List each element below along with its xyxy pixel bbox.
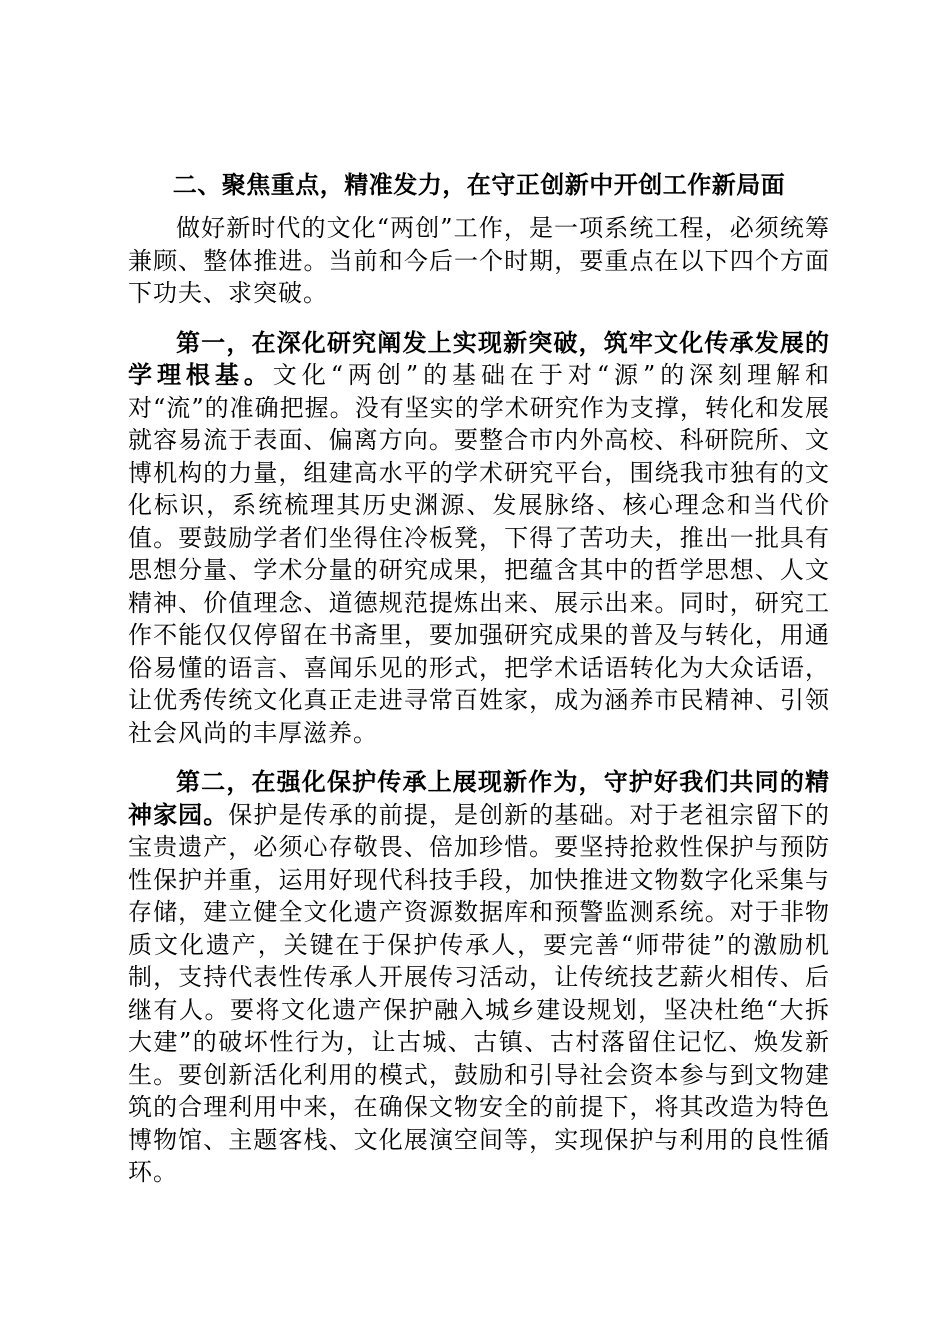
paragraph-second-lead: 第二，在强化保护传承上展现新作为，守护好我们共同的精神家园。 <box>128 767 830 829</box>
paragraph-second <box>128 766 830 1189</box>
intro-paragraph: 做好新时代的文化“两创”工作，是一项系统工程，必须统筹兼顾、整体推进。当前和今后一个时期，要重点在以下四个方面下功夫、求突破。 <box>128 214 830 307</box>
paragraph-first-lead: 第一，在深化研究阐发上实现新突破，筑牢文化传承发展的学理根基。 <box>128 327 830 389</box>
paragraph-first-body: 文化“两创”的基础在于对“源”的深刻理解和对“流”的准确把握。没有坚实的学术研究作为支撑，转化和发展就容易流于表面、偏离方向。要整合市内外高校、科研院所、文博机构的力量，组建高水平的学术研究平台，围绕我市独有的文化标识，系统梳理其历史渊源、发展脉络、核心理念和当代价值。要鼓励学者们坐得住冷板凳，下得了苦功夫，推出一批具有思想分量、学术分量的研究成果，把蕴含其中的哲学思想、人文精神、价值理念、道德规范提炼出来、展示出来。同时，研究工作不能仅仅停留在书斋里，要加强研究成果的普及与转化，用通俗易懂的语言、喜闻乐见的形式，把学术话语转化为大众话语，让优秀传统文化真正走进寻常百姓家，成为涵养市民精神、引领社会风尚的丰厚滋养。 <box>128 361 831 747</box>
paragraph-second-body: 保护是传承的前提，是创新的基础。对于老祖宗留下的宝贵遗产，必须心存敬畏、倍加珍惜。要坚持抢救性保护与预防性保护并重，运用好现代科技手段，加快推进文物数字化采集与存储，建立健全文化遗产资源数据库和预警监测系统。对于非物质文化遗产，关键在于保护传承人，要完善“师带徒”的激励机制，支持代表性传承人开展传习活动，让传统技艺薪火相传、后继有人。要将文化遗产保护融入城乡建设规划，坚决杜绝“大拆大建”的破坏性行为，让古城、古镇、古村落留住记忆、焕发新生。要创新活化利用的模式，鼓励和引导社会资本参与到文物建筑的合理利用中来，在确保文物安全的前提下，将其改造为特色博物馆、主题客栈、文化展演空间等，实现保护与利用的良性循环。 <box>128 800 830 1186</box>
document-body <box>128 168 830 1206</box>
section-heading: 二、聚焦重点，精准发力，在守正创新中开创工作新局面 <box>172 170 786 199</box>
paragraph-first <box>128 327 830 750</box>
